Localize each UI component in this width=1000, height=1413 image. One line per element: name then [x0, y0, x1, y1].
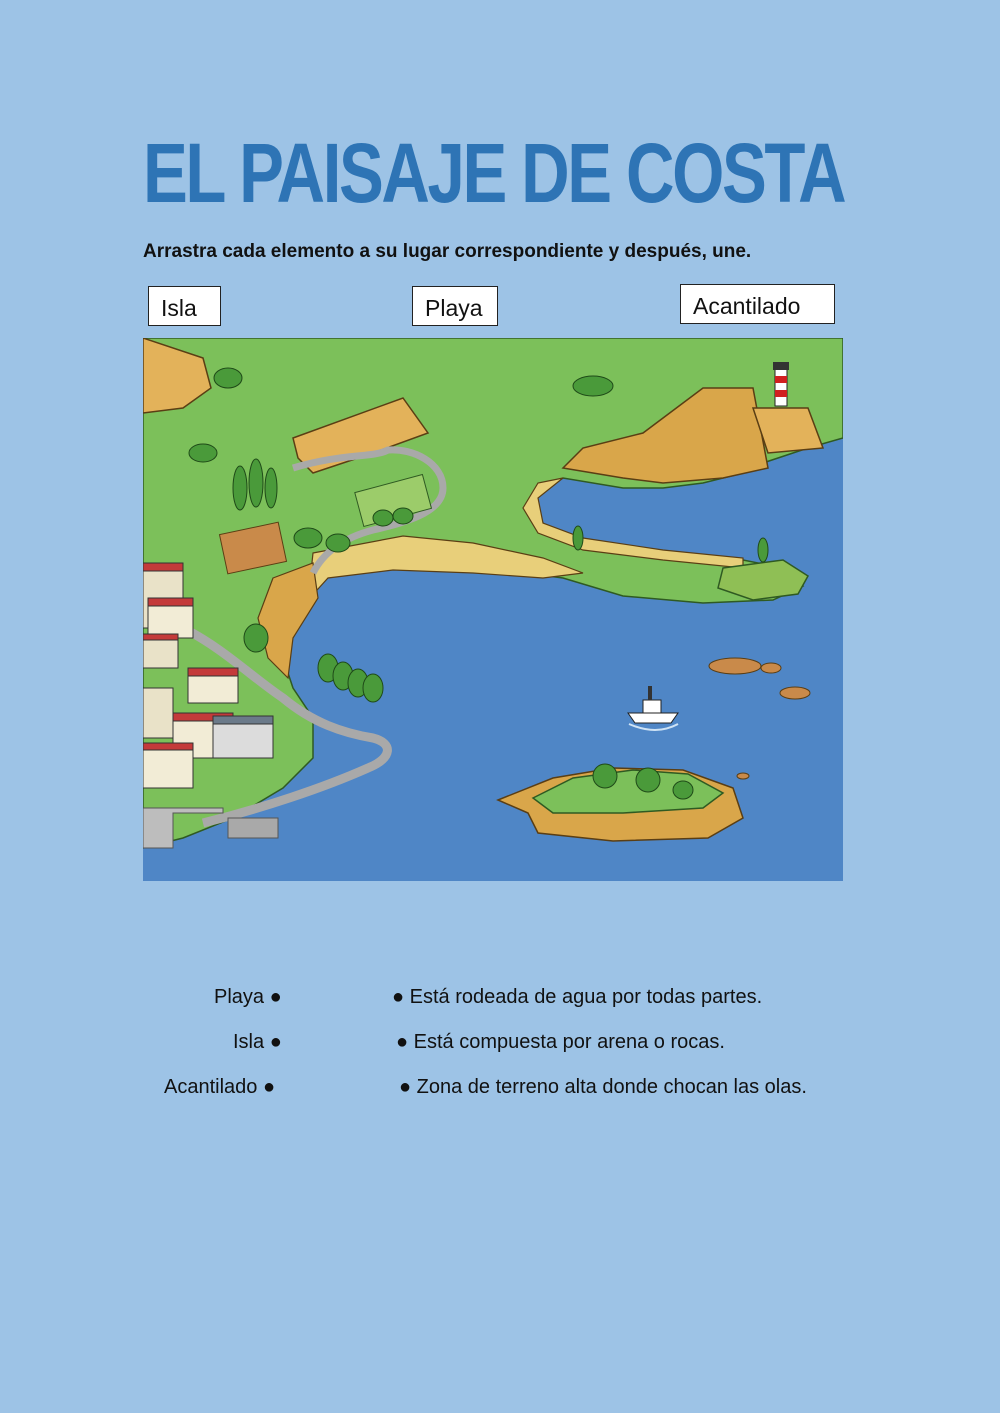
match-term-playa: Playa ● — [214, 986, 282, 1008]
match-dot-right[interactable]: ● — [396, 1031, 409, 1053]
instruction-text: Arrastra cada elemento a su lugar correspondiente y después, une. — [143, 241, 752, 262]
definition-text: Zona de terreno alta donde chocan las olas. — [416, 1076, 807, 1098]
lighthouse — [773, 362, 789, 406]
match-dot-left[interactable]: ● — [269, 1031, 282, 1053]
coast-illustration — [143, 338, 843, 881]
pier — [228, 818, 278, 838]
match-dot-left[interactable]: ● — [269, 986, 282, 1008]
match-dot-right[interactable]: ● — [399, 1076, 412, 1098]
page-title: EL PAISAJE DE COSTA — [143, 126, 845, 220]
definition-text: Está rodeada de agua por todas partes. — [409, 986, 763, 1008]
match-right-3[interactable] — [399, 1076, 807, 1099]
drag-label-acantilado[interactable]: Acantilado — [680, 284, 835, 324]
match-term-isla: Isla ● — [233, 1031, 282, 1053]
match-right-2[interactable] — [396, 1031, 725, 1054]
definition-text: Está compuesta por arena o rocas. — [413, 1031, 725, 1053]
match-dot-left[interactable]: ● — [262, 1076, 276, 1098]
match-dot-right[interactable]: ● — [392, 986, 405, 1008]
drag-label-playa[interactable]: Playa — [412, 286, 498, 326]
match-right-1[interactable] — [392, 986, 762, 1009]
drag-label-isla[interactable]: Isla — [148, 286, 221, 326]
match-term-acantilado: Acantilado ● — [164, 1076, 276, 1098]
